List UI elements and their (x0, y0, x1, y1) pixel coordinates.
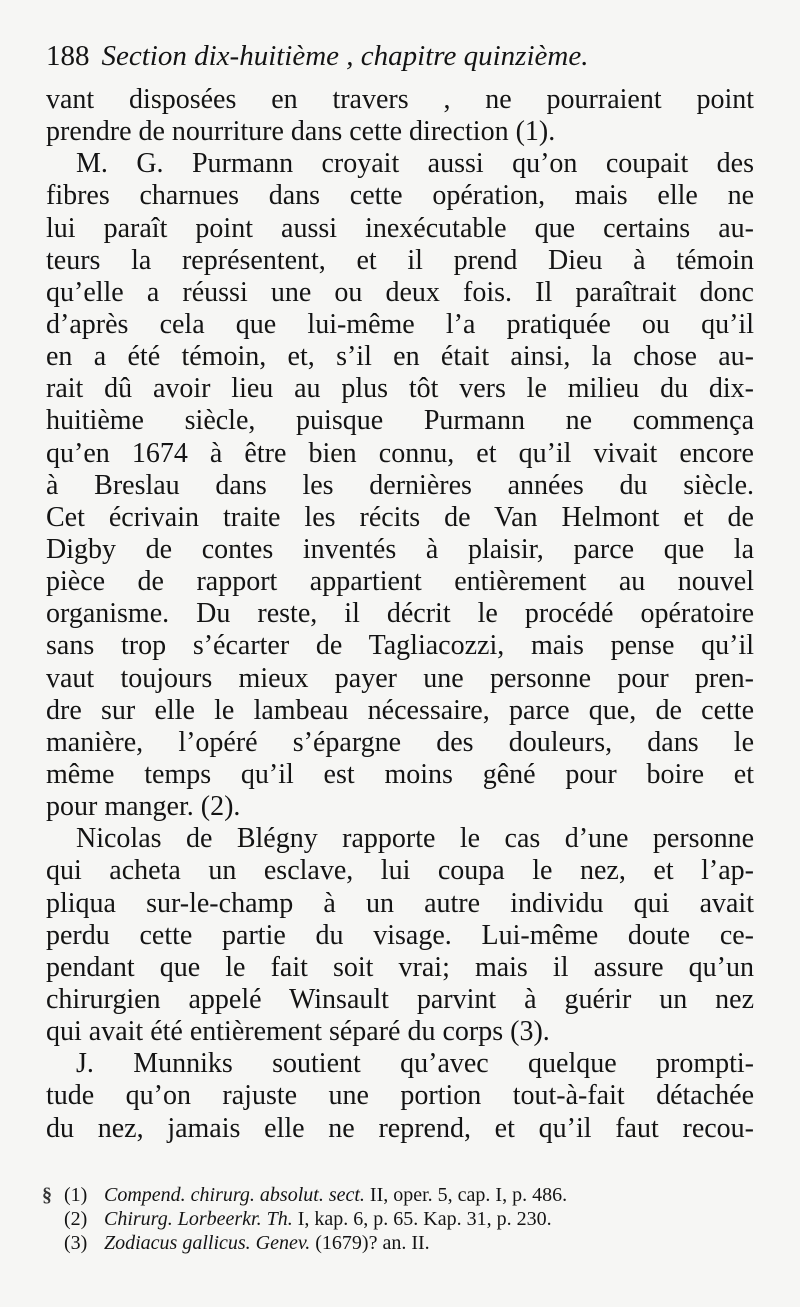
text-line: tude qu’on rajuste une portion tout-à-fait détachée (46, 1080, 754, 1112)
text-line: d’après cela que lui-même l’a pratiquée ou qu’il (46, 308, 754, 340)
text-line: rait dû avoir lieu au plus tôt vers le milieu du dix- (46, 373, 754, 405)
text-line: sans trop s’écarter de Tagliacozzi, mais pense qu’il (46, 630, 754, 662)
text-line: pour manger. (2). (46, 791, 241, 823)
text-line: vant disposées en travers , ne pourraient point (46, 84, 754, 115)
footnote-number: (2) (64, 1208, 88, 1230)
text-line: dre sur elle le lambeau nécessaire, parce que, de cette (46, 694, 754, 726)
text-line: manière, l’opéré s’épargne des douleurs, dans le (46, 726, 754, 758)
text-line: qui acheta un esclave, lui coupa le nez, et l’ap- (46, 855, 754, 887)
text-line: vaut toujours mieux payer une personne pour pren- (46, 662, 754, 694)
body-text (46, 84, 754, 1145)
text-line: Digby de contes inventés à plaisir, parce que la (46, 533, 754, 565)
footnote-reference: II, oper. 5, cap. I, p. 486. (364, 1184, 568, 1206)
footnote-number: (3) (64, 1232, 88, 1254)
text-line: lui paraît point aussi inexécutable que certains au- (46, 212, 754, 244)
footnote (42, 1231, 762, 1255)
footnote-citation: Zodiacus gallicus. Genev. (104, 1232, 311, 1254)
text-line: pendant que le fait soit vrai; mais il assure qu’un (46, 951, 754, 983)
text-line: même temps qu’il est moins gêné pour boire et (46, 758, 754, 790)
text-line: Cet écrivain traite les récits de Van Helmont et de (46, 501, 754, 533)
text-line: à Breslau dans les dernières années du siècle. (46, 469, 754, 501)
text-line: J. Munniks soutient qu’avec quelque prompti- (76, 1048, 754, 1080)
text-line: pièce de rapport appartient entièrement au nouvel (46, 566, 754, 598)
text-line: organisme. Du reste, il décrit le procédé opératoire (46, 598, 754, 630)
text-line: perdu cette partie du visage. Lui-même doute ce- (46, 919, 754, 951)
footnote-citation: Compend. chirurg. absolut. sect. (104, 1184, 365, 1206)
footnote-reference: I, kap. 6, p. 65. Kap. 31, p. 230. (292, 1208, 552, 1230)
text-line: qu’elle a réussi une ou deux fois. Il paraîtrait donc (46, 276, 754, 308)
text-line: M. G. Purmann croyait aussi qu’on coupait des (76, 148, 754, 180)
text-line: qu’en 1674 à être bien connu, et qu’il vivait encore (46, 437, 754, 469)
text-line: en a été témoin, et, s’il en était ainsi, la chose au- (46, 341, 754, 373)
footnote (42, 1207, 762, 1231)
text-line: Nicolas de Blégny rapporte le cas d’une personne (76, 823, 754, 855)
text-line: teurs la représentent, et il prend Dieu à témoin (46, 244, 754, 276)
text-line: du nez, jamais elle ne reprend, et qu’il faut recou- (46, 1112, 754, 1144)
footnotes (42, 1183, 762, 1255)
footnote-mark: § (42, 1184, 52, 1206)
footnote-citation: Chirurg. Lorbeerkr. Th. (104, 1208, 293, 1230)
running-head (46, 38, 766, 74)
text-line: fibres charnues dans cette opération, mais elle ne (46, 180, 754, 212)
text-line: chirurgien appelé Winsault parvint à guérir un nez (46, 983, 754, 1015)
page-number: 188 (46, 40, 90, 72)
footnote (42, 1183, 762, 1207)
text-line: prendre de nourriture dans cette direction (1). (46, 116, 556, 148)
text-line: pliqua sur-le-champ à un autre individu qui avait (46, 887, 754, 919)
footnote-reference: (1679)? an. II. (310, 1232, 430, 1254)
text-line: qui avait été entièrement séparé du corps (3). (46, 1016, 550, 1048)
text-line: huitième siècle, puisque Purmann ne commença (46, 405, 754, 437)
footnote-number: (1) (64, 1184, 88, 1206)
running-title: Section dix-huitième , chapitre quinzième. (101, 40, 589, 72)
